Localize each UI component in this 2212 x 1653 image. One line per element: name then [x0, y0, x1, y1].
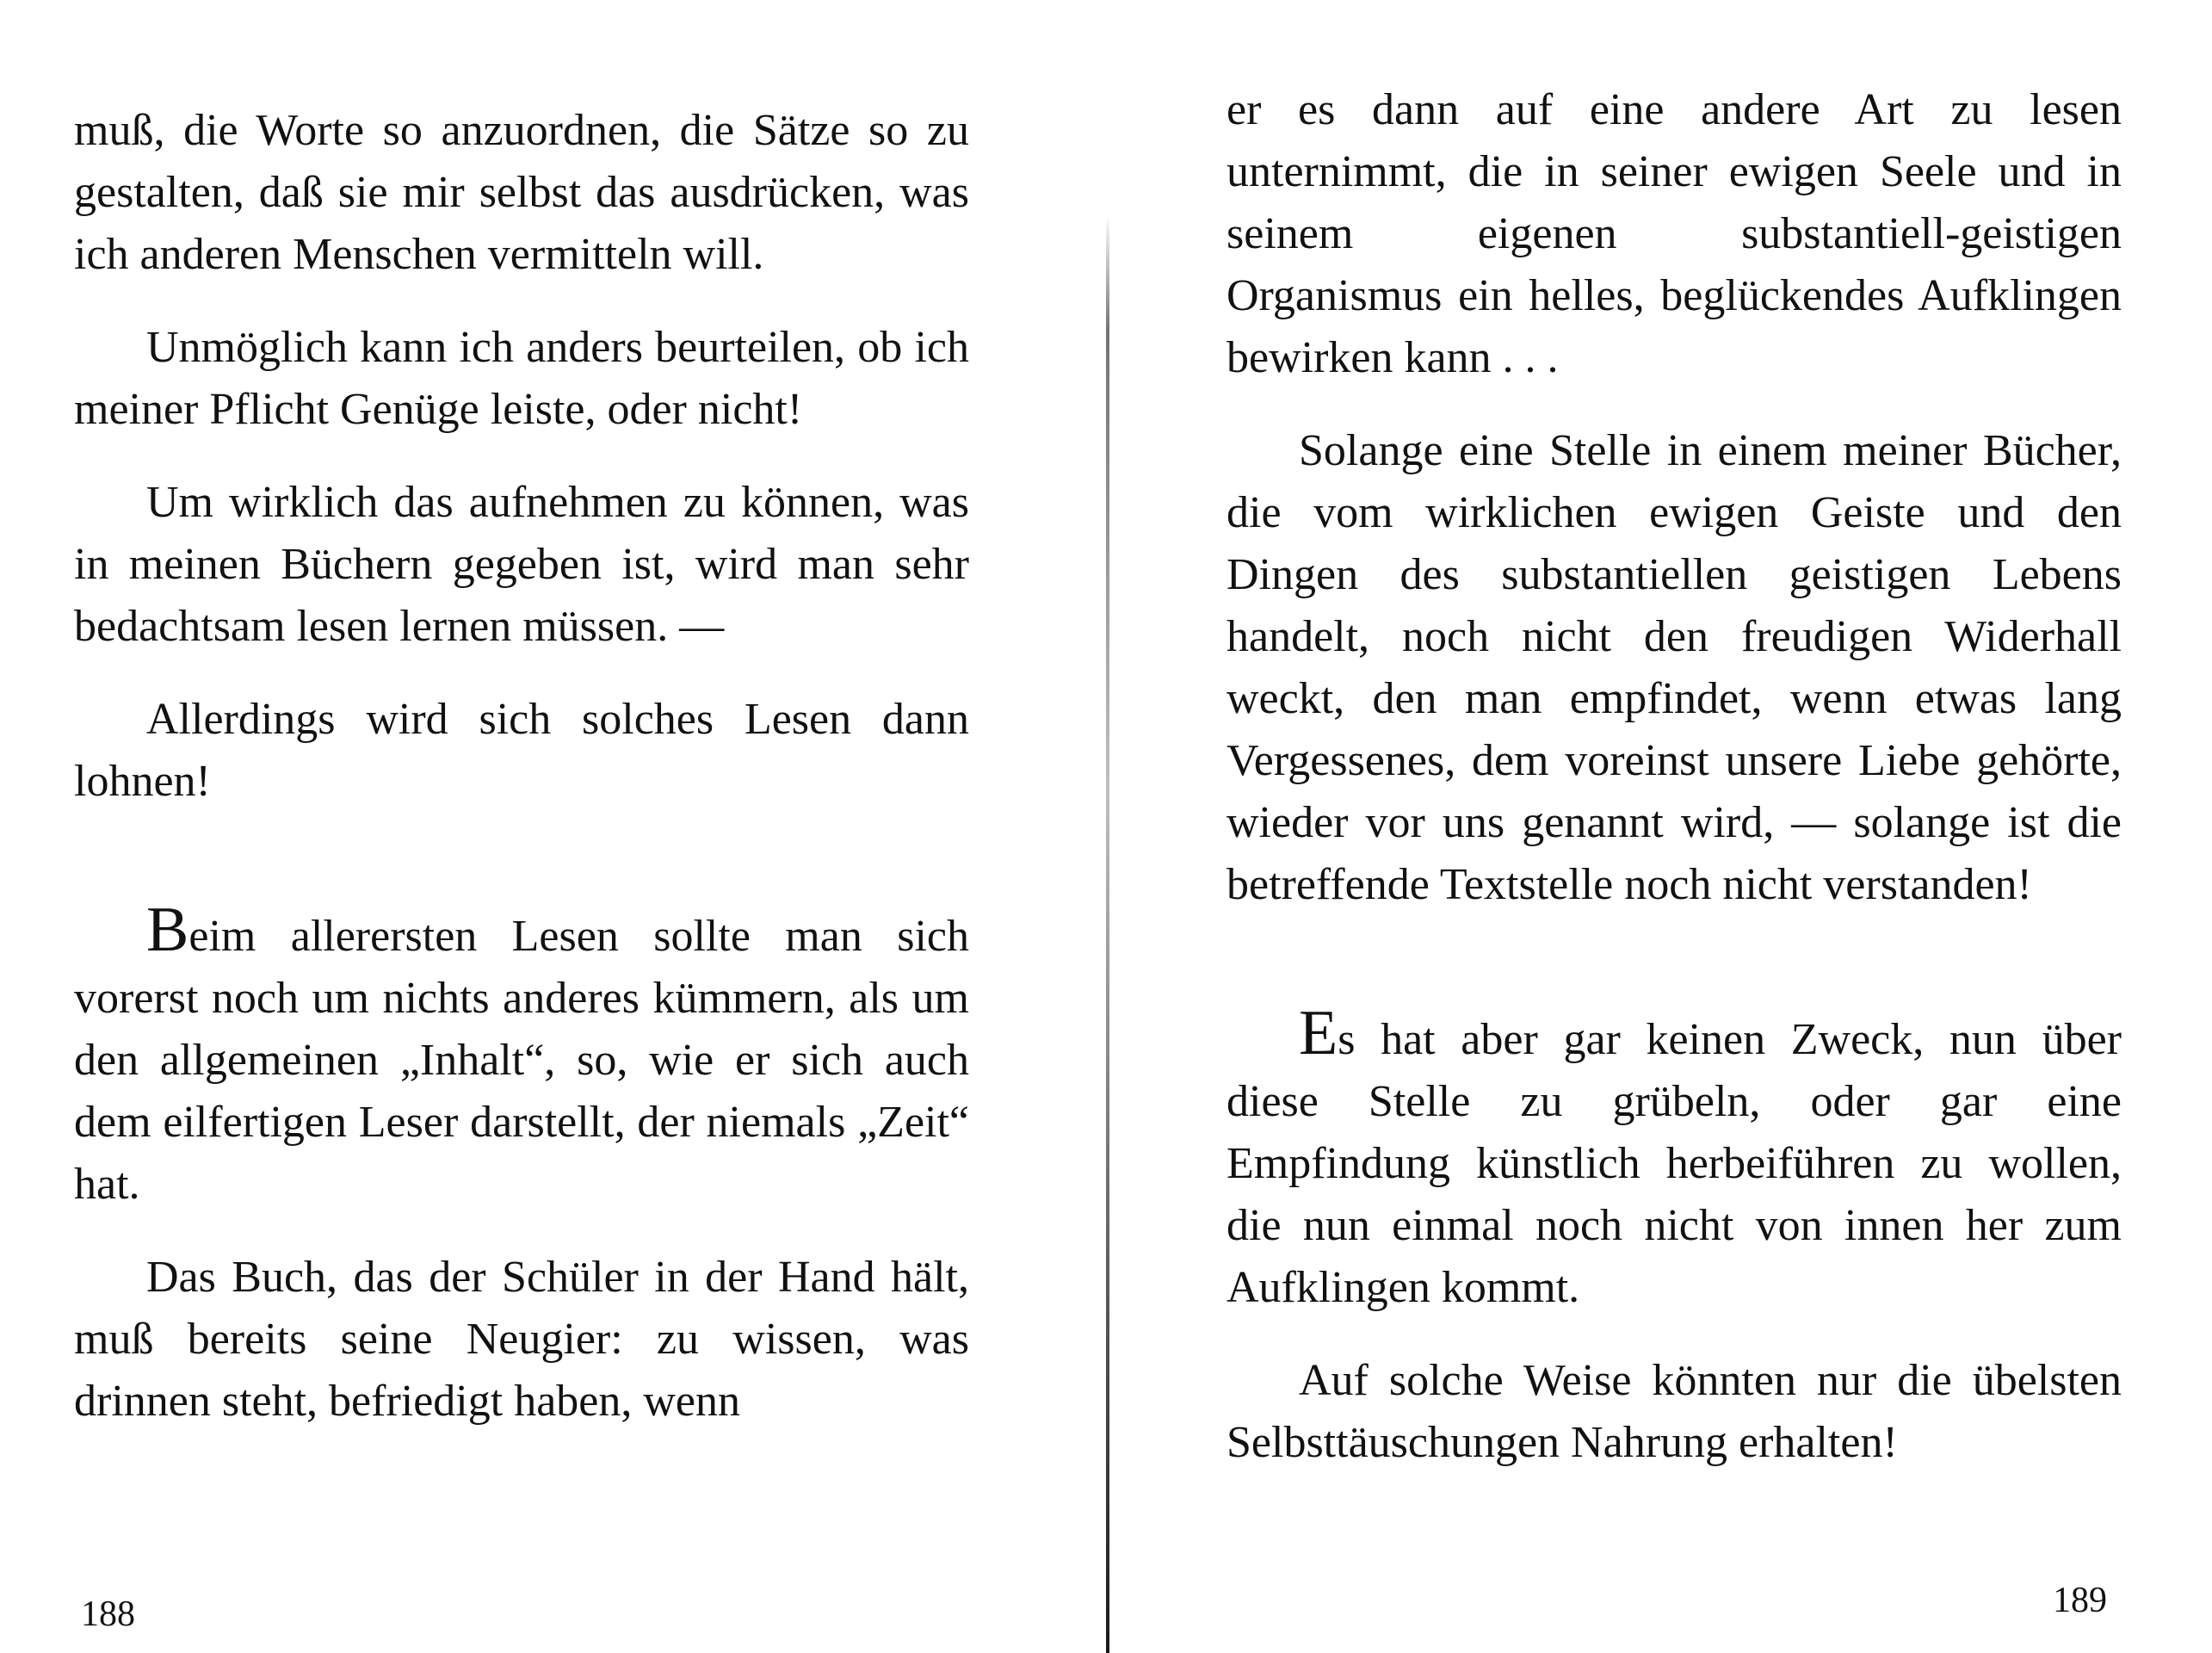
right-paragraph-1: er es dann auf eine andere Art zu lesen unternimmt, die in seiner ewigen Seele und in seinem eigenen substantiell-geistigen Organismus ein helles, beglückendes Aufklingen bewirken kann . . . [1226, 85, 2122, 382]
left-page [0, 0, 1106, 1644]
right-page-number: 189 [2053, 1581, 2107, 1620]
left-section-paragraph [74, 895, 969, 1216]
left-paragraph-3: Um wirklich das aufnehmen zu können, was in meinen Büchern gegeben ist, wird man sehr bedachtsam lesen lernen müssen. — [74, 478, 969, 651]
right-section-text: s hat aber gar keinen Zweck, nun über diese Stelle zu grübeln, oder gar eine Empfindung künstlich herbeiführen zu wollen, die nun einmal noch nicht von innen her zum Aufklingen kommt. [1226, 1015, 2122, 1312]
right-section-paragraph [1226, 998, 2122, 1319]
left-section-text: eim allerersten Lesen sollte man sich vorerst noch um nichts anderes kümmern, als um den allgemeinen „Inhalt“, so, wie er sich auch dem eilfertigen Leser darstellt, der niemals „Zeit“ hat. [74, 912, 969, 1209]
right-page-text [1226, 79, 2122, 1505]
left-paragraph-2: Unmöglich kann ich anders beurteilen, ob ich meiner Pflicht Genüge leiste, oder nicht! [74, 323, 969, 434]
left-paragraph-1: muß, die Worte so anzuordnen, die Sätze so zu gestalten, daß sie mir selbst das ausdrücken, was ich anderen Menschen vermitteln will. [74, 106, 969, 279]
right-paragraph-last: Auf solche Weise könnten nur die übelsten Selbsttäuschungen Nahrung erhalten! [1226, 1356, 2122, 1467]
right-section-dropcap: E [1299, 998, 1338, 1068]
left-section-dropcap: B [146, 895, 189, 965]
left-page-number: 188 [81, 1594, 135, 1634]
right-paragraph-2: Solange eine Stelle in einem meiner Bücher, die vom wirklichen ewigen Geiste und den Dingen des substantiellen geistigen Lebens handelt, noch nicht den freudigen Widerhall weckt, den man empfindet, wenn etwas lang Vergessenes, dem voreinst unsere Liebe gehörte, wieder vor uns genannt wird, — solange ist die betreffende Textstelle noch nicht verstanden! [1226, 426, 2122, 909]
right-page [1106, 0, 2212, 1644]
left-paragraph-last: Das Buch, das der Schüler in der Hand hält, muß bereits seine Neugier: zu wissen, was drinnen steht, befriedigt haben, wenn [74, 1253, 969, 1426]
left-page-text [74, 100, 969, 1464]
left-paragraph-4: Allerdings wird sich solches Lesen dann lohnen! [74, 695, 969, 806]
